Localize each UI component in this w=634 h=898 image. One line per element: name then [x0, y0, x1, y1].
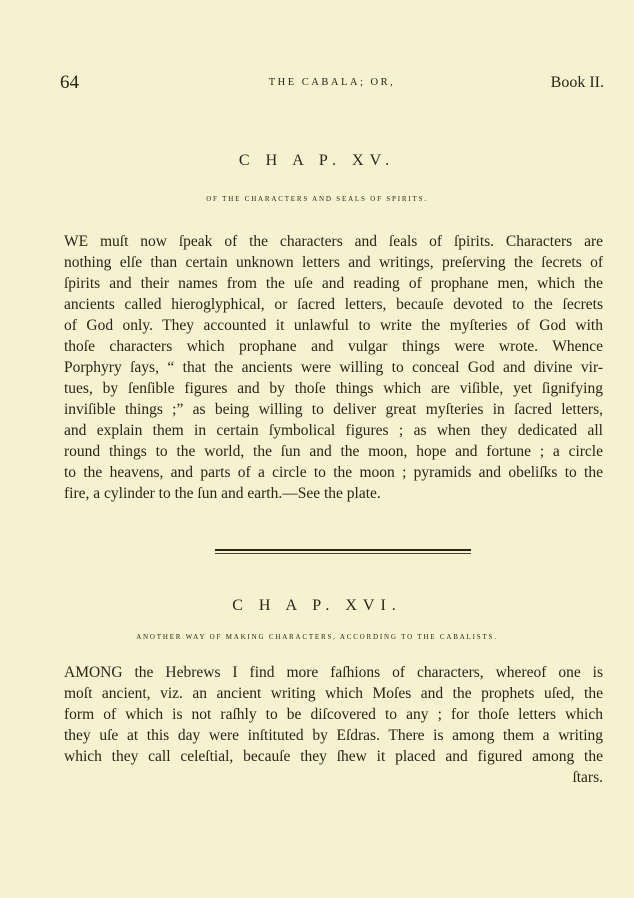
text-line: form of which is not raſhly to be diſcovered to any ; for thoſe letters which: [64, 706, 603, 723]
chapter-xv-paragraph: [64, 231, 603, 504]
text-line: which they call celeſtial, becauſe they ſhew it placed and figured among the: [64, 748, 603, 765]
text-line: AMONG the Hebrews I find more faſhions of characters, whereof one is: [64, 664, 603, 681]
chapter-xv-heading: C H A P. XV.: [238, 152, 396, 169]
text-line: nothing elſe than certain unknown letters and writings, preſerving the ſecrets of: [64, 254, 603, 271]
text-line: Porphyry ſays, “ that the ancients were willing to conceal God and divine vir-: [64, 359, 603, 376]
text-line: ſpirits and their names from the uſe and reading of prophane men, which the: [64, 275, 603, 292]
book-label: Book II.: [550, 74, 604, 91]
text-line: WE muſt now ſpeak of the characters and ſeals of ſpirits. Characters are: [64, 233, 603, 250]
text-line: moſt ancient, viz. an ancient writing which Moſes and the prophets uſed, the: [64, 685, 603, 702]
chapter-xv-subtitle: OF THE CHARACTERS AND SEALS OF SPIRITS.: [206, 195, 428, 203]
text-line: to the heavens, and parts of a circle to the moon ; pyramids and obeliſks to the: [64, 464, 603, 481]
text-line: ſtars.: [572, 769, 603, 786]
text-line: and explain them in certain ſymbolical figures ; as when they dedicated all: [64, 422, 603, 439]
section-divider: [215, 549, 471, 554]
text-line: they uſe at this day were inſtituted by Eſdras. There is among them a writing: [64, 727, 603, 744]
text-line: fire, a cylinder to the ſun and earth.—See the plate.: [64, 485, 381, 502]
page-number: 64: [60, 72, 79, 93]
text-line: round things to the world, the ſun and the moon, hope and fortune ; a circle: [64, 443, 603, 460]
text-line: tues, by ſenſible figures and by thoſe things which are viſible, yet ſignifying: [64, 380, 603, 397]
page-header: [60, 72, 604, 98]
text-line: thoſe characters which prophane and vulgar things were wrote. Whence: [64, 338, 603, 355]
chapter-xvi-subtitle: ANOTHER WAY OF MAKING CHARACTERS, ACCORDING TO THE CABALISTS.: [136, 633, 498, 641]
text-line: of God only. They accounted it unlawful to write the myſteries of God with: [64, 317, 603, 334]
text-line: ancients called hieroglyphical, or ſacred letters, becauſe devoted to the ſecrets: [64, 296, 603, 313]
chapter-xvi-heading: C H A P. XVI.: [232, 597, 402, 614]
chapter-xvi-paragraph: [64, 662, 603, 788]
running-title: THE CABALA; OR,: [268, 77, 396, 88]
text-line: inviſible things ;” as being willing to deliver great myſteries in ſacred letters,: [64, 401, 603, 418]
